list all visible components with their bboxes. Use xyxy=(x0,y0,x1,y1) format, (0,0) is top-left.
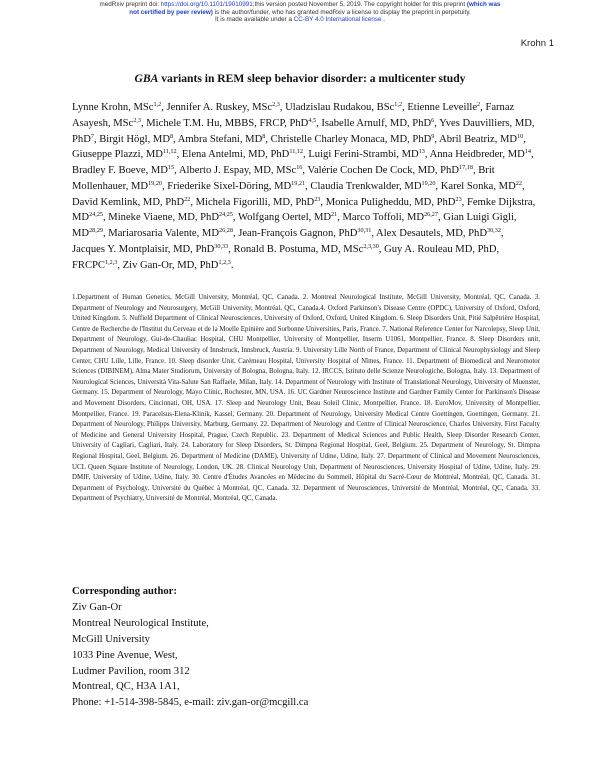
author-affiliation-number: 1,2,3 xyxy=(104,258,118,266)
corresponding-line: Montreal, QC, H3A 1A1, xyxy=(72,681,180,693)
author-affiliation-number: 30,31 xyxy=(357,227,372,234)
author-name: Guy A. Rouleau MD, PhD, FRCPC xyxy=(72,243,500,271)
author-item xyxy=(178,134,266,145)
corresponding-line: Ziv Gan-Or xyxy=(72,601,122,613)
paper-title xyxy=(0,72,600,85)
banner-line-3 xyxy=(0,16,600,24)
author-name: Bradley F. Boeve, MD xyxy=(72,165,168,176)
author-affiliation-number: 19,20 xyxy=(421,179,436,187)
author-name: Uladzislau Rudakou, BSc xyxy=(285,102,395,113)
author-item xyxy=(285,102,402,113)
author-affiliation-number: 23 xyxy=(455,195,462,203)
corresponding-line: Ludmer Pavilion, room 312 xyxy=(72,665,190,677)
author-item xyxy=(72,102,161,113)
author-affiliation-number: 19,21 xyxy=(291,179,306,187)
author-affiliation-number: 22 xyxy=(184,195,191,203)
author-name: Michele T.M. Hu, MBBS, FRCP, PhD xyxy=(146,117,309,129)
author-name: Farnaz Asayesh, MSc xyxy=(72,102,515,129)
page-header: Krohn 1 xyxy=(520,38,554,49)
author-name: Mineke Viaene, MD, PhD xyxy=(108,212,219,224)
author-affiliation-number: 13 xyxy=(418,148,425,156)
author-name: Marco Toffoli, MD xyxy=(342,212,425,224)
author-affiliation-number: 4,5 xyxy=(308,116,317,124)
author-name: Abril Beatriz, MD xyxy=(439,133,518,145)
author-item xyxy=(234,244,379,255)
author-item xyxy=(108,212,233,223)
author-affiliation-number: 1,2 xyxy=(394,101,403,108)
author-affiliation-number: 2,3 xyxy=(272,101,280,108)
banner-text: medRxiv preprint doi: xyxy=(99,1,161,8)
title-gene-name: GBA xyxy=(134,72,159,85)
preprint-banner xyxy=(0,1,600,24)
author-name: Monica Puligheddu, MD, PhD xyxy=(325,196,456,208)
author-affiliation-number: 7 xyxy=(90,132,94,140)
author-item xyxy=(108,228,233,239)
author-name: Michela Figorilli, MD, PhD xyxy=(195,196,315,208)
author-name: Claudia Trenkwalder, MD xyxy=(310,180,422,192)
author-name: Jean-François Gagnon, PhD xyxy=(238,228,358,239)
author-name: Lynne Krohn, MSc xyxy=(72,102,154,113)
author-name: Luigi Ferini-Strambi, MD xyxy=(308,149,419,161)
author-item xyxy=(167,102,280,113)
author-name: Birgit Högl, MD xyxy=(99,133,170,145)
author-item xyxy=(376,228,501,239)
affiliations: 1.Department of Human Genetics, McGill University, Montréal, QC, Canada. 2. Montreal Neurological Institute, McGill University, Montréal, QC, Canada. 3. Department of Neurology and Neurosurgery, McGill University, Montréal, QC, Canada.4. Oxford Parkinson's Disease Centre (OPDC), University of Oxford, Oxford, United Kingdom. 5. Nuffield Department of Clinical Neurosciences, University of Oxford, Oxford, United Kingdom. 6. Sleep Disorders Unit, Pitié Salpêtrière Hospital, Centre de Recherche de l'Institut du Cerveau et de la Moelle Epinière and Sorbonne Universities, Paris, France. 7. National Reference Center for Narcolepsy, Sleep Unit, Department of Neurology, Gui-de-Chauliac Hospital, CHU Montpellier, University of Montpellier, Inserm U1061, Montpellier, France. 8. Sleep Disorders unit, Department of Neurology, Medical University of Innsbruck, Innsbruck, Austria. 9. University Lille North of France, Department of Clinical Neurophysiology and Sleep Center, CHU Lille, Lille, France. 10. Sleep disorder Unit, Carémeau Hospital, University Hospital of Nîmes, France. 11. Department of Biomedical and Neuromotor Sciences (DIBINEM), Alma Mater Studiorum, University of Bologna, Bologna, Italy. 12. IRCCS, Istituto delle Scienze Neurologiche, Bologna, Italy. 13. Department of Neurological Sciences, Università Vita-Salute San Raffaele, Milan, Italy. 14. Department of Neurology with Institute of Translational Neurology, University of Muenster, Germany. 15. Department of Neurology, Mayo Clinic, Rochester, MN, USA. 16. UC Gardner Neuroscience Institute and Gardner Family Center for Parkinson's Disease and Movement Disorders, Cincinnati, OH, USA. 17. Sleep and Neurology Unit, Beau Soleil Clinic, Montpellier, France. 18. EuroMov, University of Montpellier, Montpellier, France. 19. Paracelsus-Elena-Klinik, Kassel, Germany. 20. Department of Neurology, University Medical Centre Goettingen, Goettingen, Germany. 21. Department of Neurology, Philipps University, Marburg, Germany. 22. Department of Neurology and Centre of Clinical Neuroscience, Charles University, First Faculty of Medicine and General University Hospital, Prague, Czech Republic. 23. Department of Medical Sciences and Public Health, Sleep Disorder Research Center, University of Cagliari, Cagliari, Italy. 24. Laboratory for Sleep Disorders, St. Dimpna Regional Hospital, Geel, Belgium. 25. Department of Neurology, St. Dimpna Regional Hospital, Geel, Belgium. 26. Department of Medicine (DAME), University of Udine, Udine, Italy. 27. Department of Clinical and Movement Neurosciences, UCL Queen Square Institute of Neurology, London, UK. 28. Clinical Neurology Unit, Department of Neurosciences, University Hospital of Udine, Udine, Italy. 29. DMIF, University of Udine, Udine, Italy. 30. Centre d'Études Avancées en Médecine du Sommeil, Hôpital du Sacré-Cœur de Montréal, Montréal, QC, Canada. 31. Department of Psychology, Université du Québec à Montréal, QC, Canada. 32. Department of Neurosciences, Université de Montréal, Montréal, QC, Canada. 33. Department of Psychiatry, Université de Montréal, Montréal, QC, Canada. xyxy=(72,294,540,503)
corresponding-line: Montreal Neurological Institute, xyxy=(72,617,209,629)
author-item xyxy=(238,212,337,223)
author-name: David Kemlink, MD, PhD xyxy=(72,196,185,208)
author-name: Valérie Cochen De Cock, MD, PhD xyxy=(307,165,460,176)
author-item xyxy=(196,197,321,208)
author-item xyxy=(441,181,522,192)
author-name: Wolfgang Oertel, MD xyxy=(238,212,332,224)
author-item xyxy=(321,118,434,129)
author-affiliation-number: 8 xyxy=(262,132,266,140)
author-name: Elena Antelmi, MD, PhD xyxy=(181,149,290,161)
author-affiliation-number: 26,27 xyxy=(424,211,438,219)
author-name: Alberto J. Espay, MD, MSc xyxy=(178,165,297,176)
author-affiliation-number: 14 xyxy=(524,148,531,156)
author-affiliation-number: 15 xyxy=(167,164,175,171)
banner-line-2 xyxy=(0,9,600,17)
author-affiliation-number: 22 xyxy=(515,179,522,187)
author-affiliation-number: 1,2 xyxy=(153,101,162,108)
author-name: Giuseppe Plazzi, MD xyxy=(72,149,163,161)
author-affiliation-number: 1,2,3 xyxy=(218,258,231,266)
author-item xyxy=(407,102,480,113)
author-affiliation-number: 24,25 xyxy=(218,211,233,219)
author-affiliation-number: 2,3,30 xyxy=(363,242,379,250)
author-name: Brit Mollenhauer, MD xyxy=(72,165,495,192)
author-item xyxy=(72,244,228,255)
corresponding-heading: Corresponding author: xyxy=(72,586,177,597)
author-name: Ronald B. Postuma, MD, MSc xyxy=(233,243,364,255)
author-affiliation-number: 2,3 xyxy=(133,116,141,124)
author-name: Yves Dauvilliers, MD, PhD xyxy=(72,117,535,145)
peer-review-warning: not certified by peer review) xyxy=(129,8,213,16)
author-item xyxy=(308,149,425,160)
author-item xyxy=(99,134,173,145)
author-affiliation-number: 21 xyxy=(331,211,338,219)
author-name: Ambra Stefani, MD xyxy=(177,133,263,145)
author-affiliation-number: 16 xyxy=(296,164,303,171)
author-name: Friederike Sixel-Döring, MD xyxy=(167,180,292,192)
author-affiliation-number: 10 xyxy=(517,132,524,140)
banner-text: is the author/funder, who has granted medRxiv a license to display the preprint in perpetuity. xyxy=(212,8,471,16)
author-affiliation-number: 9 xyxy=(431,132,435,140)
author-item xyxy=(310,181,435,192)
author-name: Anna Heidbreder, MD xyxy=(429,149,525,161)
author-affiliation-number: 6 xyxy=(431,116,435,124)
author-affiliation-number: 11,12 xyxy=(162,148,177,156)
author-name: Jacques Y. Montplaisir, MD, PhD xyxy=(72,243,215,255)
author-name: Alex Desautels, MD, PhD xyxy=(376,228,487,239)
author-affiliation-number: 26,28 xyxy=(219,227,233,234)
doi-link[interactable]: https://doi.org/10.1101/19010991 xyxy=(160,1,253,8)
author-affiliation-number: 28,29 xyxy=(89,227,103,234)
author-item xyxy=(439,134,523,145)
author-name: Ziv Gan-Or, MD, PhD xyxy=(122,259,219,271)
corresponding-author xyxy=(72,584,492,711)
author-affiliation-number: 17,18 xyxy=(459,164,473,171)
author-affiliation-number: 30,32 xyxy=(486,227,501,234)
banner-line-1 xyxy=(0,1,600,9)
author-name: Isabelle Arnulf, MD, PhD xyxy=(321,117,432,129)
author-affiliation-number: 30,33 xyxy=(214,242,229,250)
title-text: variants in REM sleep behavior disorder: a multicenter study xyxy=(158,72,466,85)
author-affiliation-number: 24,25 xyxy=(89,211,103,219)
author-item xyxy=(307,165,472,176)
author-affiliation-number: 19,20 xyxy=(148,179,162,187)
author-item xyxy=(72,165,174,176)
author-item xyxy=(430,149,531,160)
author-list: Lynne Krohn, MSc$^{1,2}$, Jennifer A. Ruskey, MSc$^{2,3}$, Uladzislau Rudakou, BSc$^{1,2}$, Etienne Leveille$^2$, Farnaz Asayesh, MSc$^{2,3}$, Michele T.M. Hu, MBBS, FRCP, PhD$^{4,5}$, Isabelle Arnulf, MD, PhD$^6$, Yves Dauvilliers, MD, PhD$^7$, Birgit Högl, $MD^8$, Ambra Stefani, $MD^8$, Christelle Charley Monaca, MD, PhD$^9$, Abril Beatriz, MD$^{10}$, Giuseppe Plazzi, MD$^{11,12}$, Elena Antelmi, MD, PhD$^{11,12}$, Luigi Ferini-Strambi, MD$^{13}$, Anna Heidbreder, MD$^{14}$, Bradley F. Boeve, MD$^{15}$, Alberto J. Espay, MD, MSc$^{16}$, Valérie Cochen De Cock, MD, PhD$^{17,18}$, Brit Mollenhauer, MD$^{19,20}$, Friederike Sixel-Döring, MD$^{19,21}$, Claudia Trenkwalder, MD$^{19,20}$, Karel Sonka, MD$^{22}$, David Kemlink, MD, PhD$^{22}$, Michela Figorilli, MD, PhD$^{23}$, Monica Puligheddu, MD, PhD$^{23}$, Femke Dijkstra, MD$^{24,25}$, Mineke Viaene, MD, PhD$^{24,25}$, Wolfgang Oertel, MD$^{21}$, Marco Toffoli, MD$^{26,27}$, Gian Luigi Gigli, MD$^{28,29}$, Mariarosaria Valente, MD$^{26,28}$, Jean-François Gagnon, PhD$^{30,31}$, Alex Desautels, MD, PhD$^{30,32}$, Jacques Y. Montplaisir, MD, PhD$^{30,33}$, Ronald B. Postuma, MD, MSc$^{2,3,30}$, Guy A. Rouleau MD, PhD, FRCPC$^{1,2,3}$, Ziv Gan-Or, MD, PhD$^{1,2,3}$. xyxy=(72,101,536,271)
author-item xyxy=(238,228,371,239)
author-name: Karel Sonka, MD xyxy=(440,180,516,192)
author-affiliation-number: 8 xyxy=(169,132,174,140)
banner-text: ;this version posted November 5, 2019. The copyright holder for this preprint xyxy=(252,1,467,8)
author-item xyxy=(146,118,316,129)
author-item xyxy=(179,165,303,176)
author-name: Mariarosaria Valente, MD xyxy=(108,228,220,239)
peer-review-warning: (which was xyxy=(466,1,501,8)
author-affiliation-number: 23 xyxy=(314,195,321,203)
author-item xyxy=(72,149,177,160)
author-name: Gian Luigi Gigli, MD xyxy=(72,212,517,239)
author-item xyxy=(123,260,231,271)
author-name: Jennifer A. Ruskey, MSc xyxy=(166,102,273,113)
author-item xyxy=(182,149,303,160)
author-affiliation-number: 11,12 xyxy=(289,148,304,156)
license-link[interactable]: CC-BY 4.0 International license xyxy=(293,16,382,24)
corresponding-line: McGill University xyxy=(72,633,150,645)
author-name: Christelle Charley Monaca, MD, PhD xyxy=(270,133,432,145)
author-item xyxy=(343,212,438,223)
author-name: Etienne Leveille xyxy=(407,102,478,113)
corresponding-contact: Phone: +1-514-398-5845, e-mail: ziv.gan-or@mcgill.ca xyxy=(72,697,309,709)
author-item xyxy=(167,181,305,192)
banner-text: . xyxy=(381,16,385,24)
author-item xyxy=(72,197,190,208)
author-item xyxy=(326,197,462,208)
author-affiliation-number: 2 xyxy=(477,101,481,108)
corresponding-line: 1033 Pine Avenue, West, xyxy=(72,649,178,661)
banner-text: It is made available under a xyxy=(214,16,294,24)
author-name: Femke Dijkstra, MD xyxy=(72,196,536,224)
author-item xyxy=(271,134,435,145)
